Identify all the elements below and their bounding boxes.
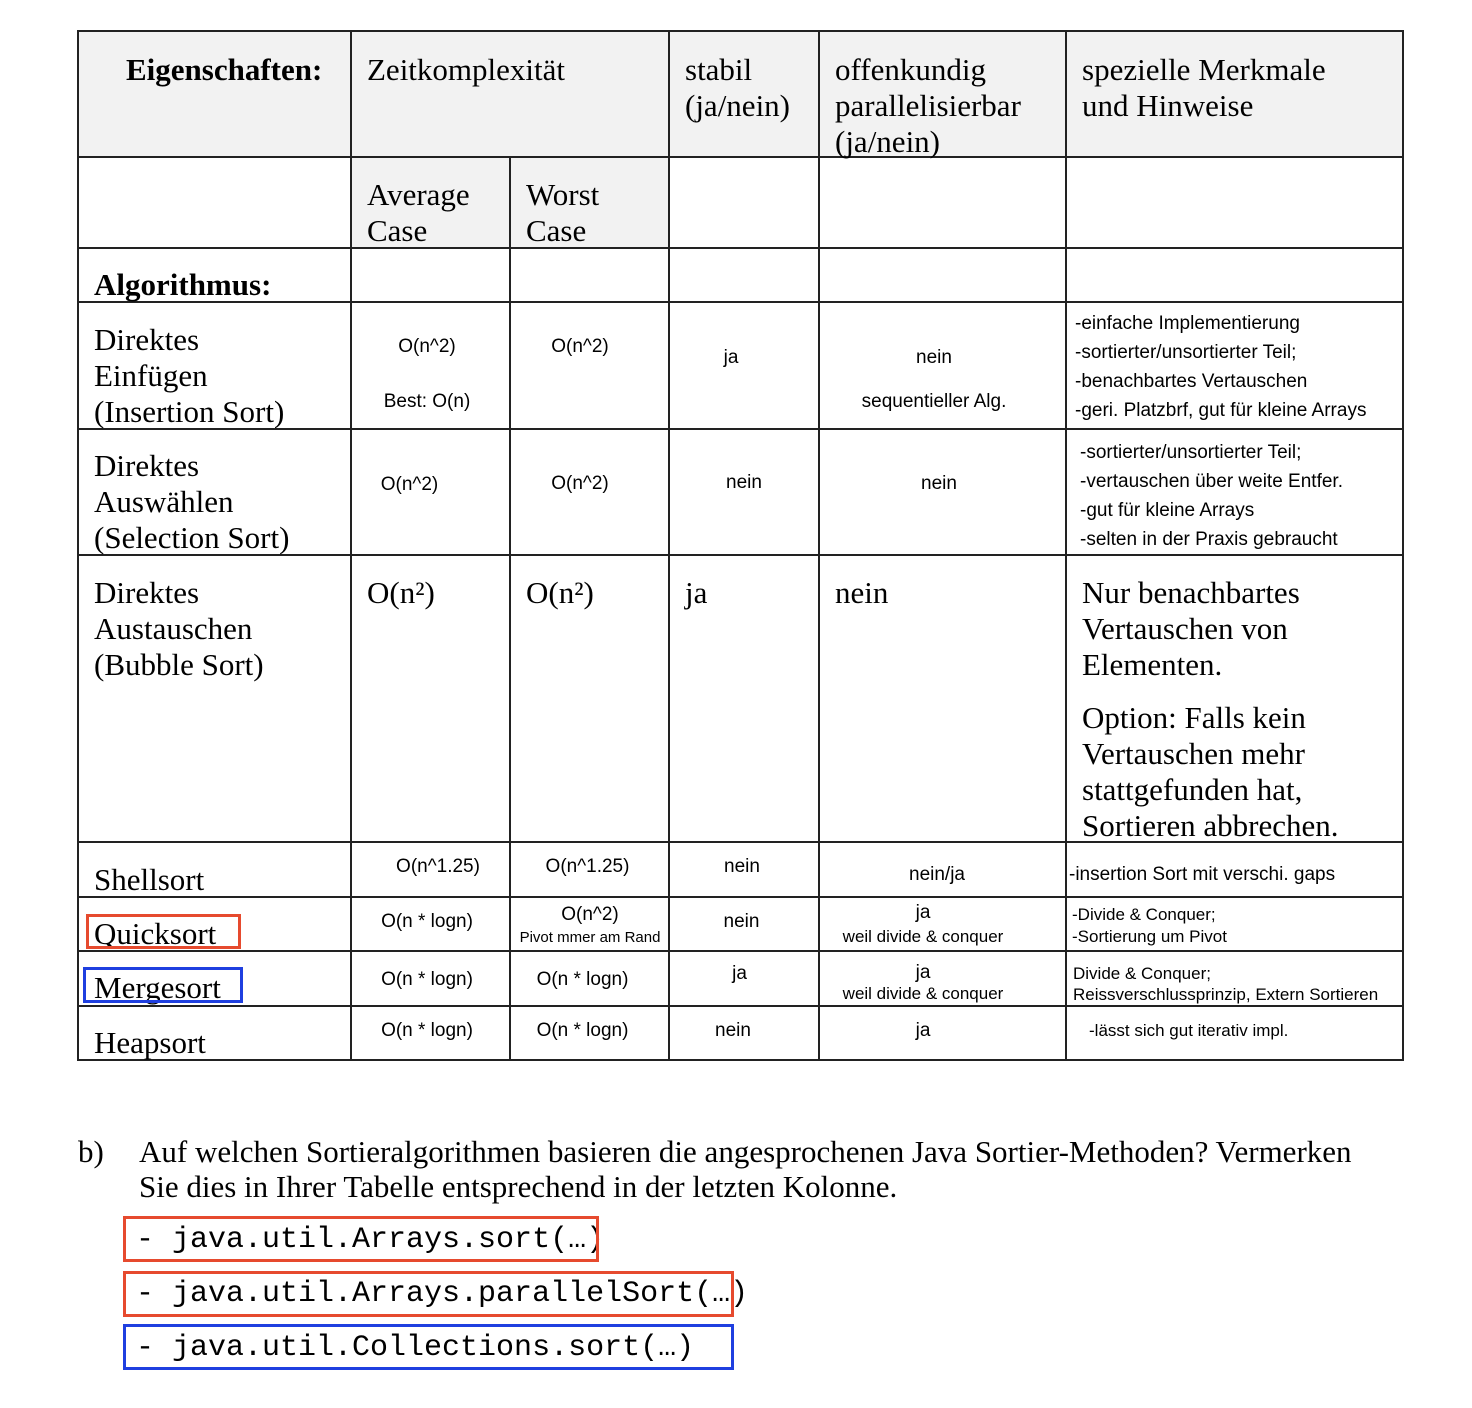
notes-line: -Divide & Conquer; bbox=[1072, 905, 1216, 924]
row-quicksort-worst bbox=[510, 902, 670, 948]
row-insertion-name bbox=[94, 322, 284, 430]
row-name-line: Direktes bbox=[94, 322, 200, 357]
quicksort-highlight-box bbox=[86, 914, 241, 949]
method-arrays-sort: - java.util.Arrays.sort(…) bbox=[136, 1223, 605, 1257]
notes-line: -Sortierung um Pivot bbox=[1072, 927, 1227, 946]
row-insertion-stabil: ja bbox=[723, 347, 739, 368]
row-insertion-average bbox=[352, 332, 502, 416]
notes-line: Option: Falls kein bbox=[1082, 700, 1306, 735]
row-quicksort-parallel bbox=[819, 899, 1027, 947]
header-worst-case bbox=[526, 177, 599, 249]
header-parallel-line: (ja/nein) bbox=[835, 124, 941, 159]
header-average-line: Case bbox=[367, 213, 428, 248]
row-heapsort-name: Heapsort bbox=[94, 1025, 206, 1060]
worst-value: O(n^2) bbox=[561, 904, 619, 925]
header-merkmale-line: spezielle Merkmale bbox=[1082, 52, 1326, 87]
header-average-case bbox=[367, 177, 470, 249]
row-mergesort-notes bbox=[1073, 963, 1378, 1005]
notes-line: Vertauschen von bbox=[1082, 611, 1288, 646]
header-worst-line: Worst bbox=[526, 177, 600, 212]
row-bubble-notes bbox=[1082, 575, 1339, 844]
mergesort-highlight-box bbox=[83, 967, 243, 1003]
question-text bbox=[139, 1134, 1352, 1204]
row-selection-notes bbox=[1080, 438, 1343, 554]
row-mergesort-name: Mergesort bbox=[94, 970, 221, 1005]
row-shellsort-notes: -insertion Sort mit verschi. gaps bbox=[1069, 864, 1336, 885]
question-line: Sie dies in Ihrer Tabelle entsprechend in der letzten Kolonne. bbox=[139, 1169, 898, 1204]
row-name-line: (Selection Sort) bbox=[94, 520, 290, 555]
header-stabil-line: (ja/nein) bbox=[685, 88, 791, 123]
row-name-line: Einfügen bbox=[94, 358, 208, 393]
notes-line: -vertauschen über weite Entfer. bbox=[1080, 471, 1343, 492]
header-stabil-line: stabil bbox=[685, 52, 753, 87]
header-eigenschaften: Eigenschaften: bbox=[126, 52, 323, 87]
row-selection-name bbox=[94, 448, 289, 556]
row-selection-stabil: nein bbox=[726, 472, 762, 493]
row-bubble-average: O(n²) bbox=[367, 575, 435, 610]
parallel-value: ja bbox=[915, 962, 931, 983]
row-heapsort-notes: -lässt sich gut iterativ impl. bbox=[1089, 1021, 1289, 1040]
row-mergesort-parallel bbox=[819, 959, 1027, 1001]
notes-line: stattgefunden hat, bbox=[1082, 772, 1303, 807]
header-average-line: Average bbox=[367, 177, 470, 212]
row-quicksort-stabil: nein bbox=[723, 911, 760, 932]
method-arrays-parallelsort-box bbox=[123, 1271, 734, 1317]
header-merkmale-line: und Hinweise bbox=[1082, 88, 1254, 123]
header-worst-line: Case bbox=[526, 213, 587, 248]
header-parallel bbox=[835, 52, 1021, 160]
row-bubble-parallel: nein bbox=[835, 575, 889, 610]
row-name-line: Direktes bbox=[94, 575, 200, 610]
row-bubble-name bbox=[94, 575, 264, 683]
notes-line: Sortieren abbrechen. bbox=[1082, 808, 1339, 843]
row-shellsort-worst: O(n^1.25) bbox=[545, 856, 630, 877]
worst-note: Pivot mmer am Rand bbox=[519, 929, 661, 946]
notes-line: -gut für kleine Arrays bbox=[1080, 500, 1255, 521]
row-shellsort-stabil: nein bbox=[724, 856, 760, 877]
row-shellsort-name: Shellsort bbox=[94, 862, 205, 897]
question-label: b) bbox=[78, 1134, 104, 1169]
parallel-reason: weil divide & conquer bbox=[842, 984, 1004, 1003]
row-quicksort-average: O(n * logn) bbox=[381, 911, 473, 932]
method-collections-sort: - java.util.Collections.sort(…) bbox=[136, 1331, 695, 1365]
row-insertion-notes bbox=[1075, 309, 1366, 425]
notes-line: -sortierter/unsortierter Teil; bbox=[1075, 342, 1297, 363]
row-heapsort-parallel: ja bbox=[915, 1020, 931, 1041]
row-insertion-worst: O(n^2) bbox=[551, 336, 609, 357]
notes-line: Vertauschen mehr bbox=[1082, 736, 1305, 771]
row-mergesort-average: O(n * logn) bbox=[381, 969, 473, 990]
parallel-reason: sequentieller Alg. bbox=[861, 391, 1007, 412]
average-value: O(n^2) bbox=[398, 336, 456, 357]
notes-line: -selten in der Praxis gebraucht bbox=[1080, 529, 1338, 550]
notes-line: -geri. Platzbrf, gut für kleine Arrays bbox=[1075, 400, 1367, 421]
method-collections-sort-box bbox=[123, 1324, 734, 1370]
notes-line: -sortierter/unsortierter Teil; bbox=[1080, 442, 1302, 463]
header-parallel-line: parallelisierbar bbox=[835, 88, 1021, 123]
row-mergesort-worst: O(n * logn) bbox=[536, 969, 629, 990]
header-parallel-line: offenkundig bbox=[835, 52, 986, 87]
parallel-value: nein bbox=[916, 347, 952, 368]
parallel-value: ja bbox=[915, 902, 931, 923]
row-bubble-stabil: ja bbox=[685, 575, 708, 610]
row-name-line: (Bubble Sort) bbox=[94, 647, 264, 682]
row-heapsort-worst: O(n * logn) bbox=[536, 1020, 629, 1041]
row-shellsort-average: O(n^1.25) bbox=[396, 856, 480, 877]
row-quicksort-name: Quicksort bbox=[94, 916, 217, 951]
row-name-line: Direktes bbox=[94, 448, 200, 483]
notes-line: Divide & Conquer; bbox=[1073, 964, 1211, 983]
row-selection-worst: O(n^2) bbox=[551, 473, 609, 494]
row-shellsort-parallel: nein/ja bbox=[909, 864, 965, 885]
row-insertion-parallel bbox=[819, 343, 1049, 416]
row-name-line: Austauschen bbox=[94, 611, 253, 646]
row-name-line: (Insertion Sort) bbox=[94, 394, 285, 429]
parallel-reason: weil divide & conquer bbox=[842, 927, 1004, 946]
header-stabil bbox=[685, 52, 790, 124]
row-mergesort-stabil: ja bbox=[732, 963, 747, 984]
header-merkmale bbox=[1082, 52, 1326, 124]
notes-line: Elementen. bbox=[1082, 647, 1223, 682]
row-heapsort-stabil: nein bbox=[715, 1020, 751, 1041]
question-line: Auf welchen Sortieralgorithmen basieren die angesprochenen Java Sortier-Methoden? Vermerken bbox=[139, 1134, 1352, 1169]
notes-line: -benachbartes Vertauschen bbox=[1075, 371, 1308, 392]
average-best-value: Best: O(n) bbox=[383, 391, 471, 412]
notes-line: -einfache Implementierung bbox=[1075, 313, 1300, 334]
row-selection-average: O(n^2) bbox=[380, 474, 439, 495]
method-arrays-parallelsort: - java.util.Arrays.parallelSort(…) bbox=[136, 1277, 749, 1311]
notes-line: Reissverschlussprinzip, Extern Sortieren bbox=[1073, 985, 1379, 1004]
row-selection-parallel: nein bbox=[921, 473, 957, 494]
row-quicksort-notes bbox=[1072, 904, 1227, 948]
row-name-line: Auswählen bbox=[94, 484, 234, 519]
header-algorithmus: Algorithmus: bbox=[94, 267, 272, 302]
method-arrays-sort-box bbox=[123, 1216, 599, 1262]
notes-line: Nur benachbartes bbox=[1082, 575, 1300, 610]
row-heapsort-average: O(n * logn) bbox=[381, 1020, 473, 1041]
row-bubble-worst: O(n²) bbox=[526, 575, 594, 610]
header-zeitkomplexitaet: Zeitkomplexität bbox=[367, 52, 566, 87]
